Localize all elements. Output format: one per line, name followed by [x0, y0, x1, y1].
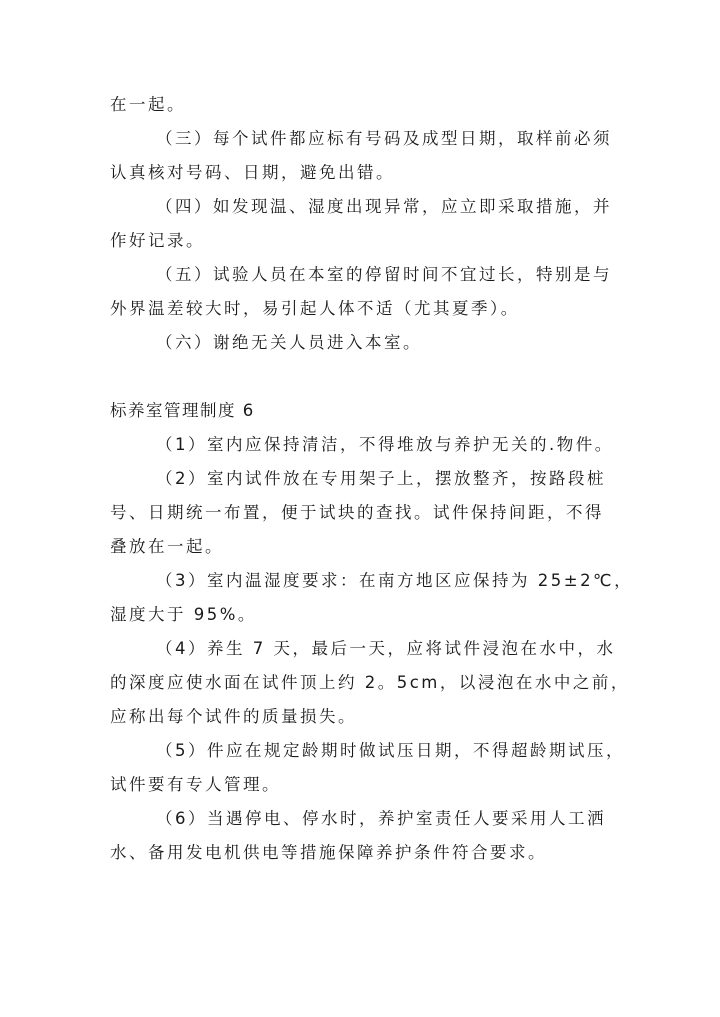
paragraph-line: 号、日期统一布置，便于试块的查找。试件保持间距，不得 — [110, 503, 604, 522]
paragraph-line: （五）试验人员在本室的停留时间不宜过长，特别是与 — [156, 265, 612, 284]
paragraph-line: 认真核对号码、日期，避免出错。 — [110, 163, 395, 182]
paragraph-line: （2）室内试件放在专用架子上，摆放整齐，按路段桩 — [156, 469, 606, 488]
paragraph-line: （5）件应在规定龄期时做试压日期，不得超龄期试压， — [156, 741, 625, 760]
paragraph-line: 水、备用发电机供电等措施保障养护条件符合要求。 — [110, 843, 547, 862]
paragraph-line: 的深度应使水面在试件顶上约 2。5cm，以浸泡在水中之前， — [110, 673, 630, 692]
paragraph-line: （四）如发现温、湿度出现异常，应立即采取措施，并 — [156, 197, 612, 216]
paragraph-line: （六）谢绝无关人员进入本室。 — [156, 333, 422, 352]
section-title: 标养室管理制度 6 — [110, 401, 255, 420]
paragraph-line: 应称出每个试件的质量损失。 — [110, 707, 357, 726]
paragraph-line: 外界温差较大时，易引起人体不适（尤其夏季）。 — [110, 299, 520, 318]
paragraph-line: 叠放在一起。 — [110, 537, 224, 556]
paragraph-line: （6）当遇停电、停水时，养护室责任人要采用人工洒 — [156, 809, 606, 828]
paragraph-line: （3）室内温湿度要求：在南方地区应保持为 25±2℃， — [156, 571, 634, 590]
paragraph-line: （1）室内应保持清洁，不得堆放与养护无关的.物件。 — [156, 435, 614, 454]
paragraph-line: 湿度大于 95%。 — [110, 605, 257, 624]
paragraph-line: 作好记录。 — [110, 231, 205, 250]
paragraph-line: （三）每个试件都应标有号码及成型日期，取样前必须 — [156, 129, 612, 148]
paragraph-line: 试件要有专人管理。 — [110, 775, 281, 794]
paragraph-gap — [110, 360, 610, 394]
document-body — [110, 88, 634, 870]
paragraph-line: （4）养生 7 天，最后一天，应将试件浸泡在水中，水 — [156, 639, 616, 658]
paragraph-line: 在一起。 — [110, 95, 186, 114]
